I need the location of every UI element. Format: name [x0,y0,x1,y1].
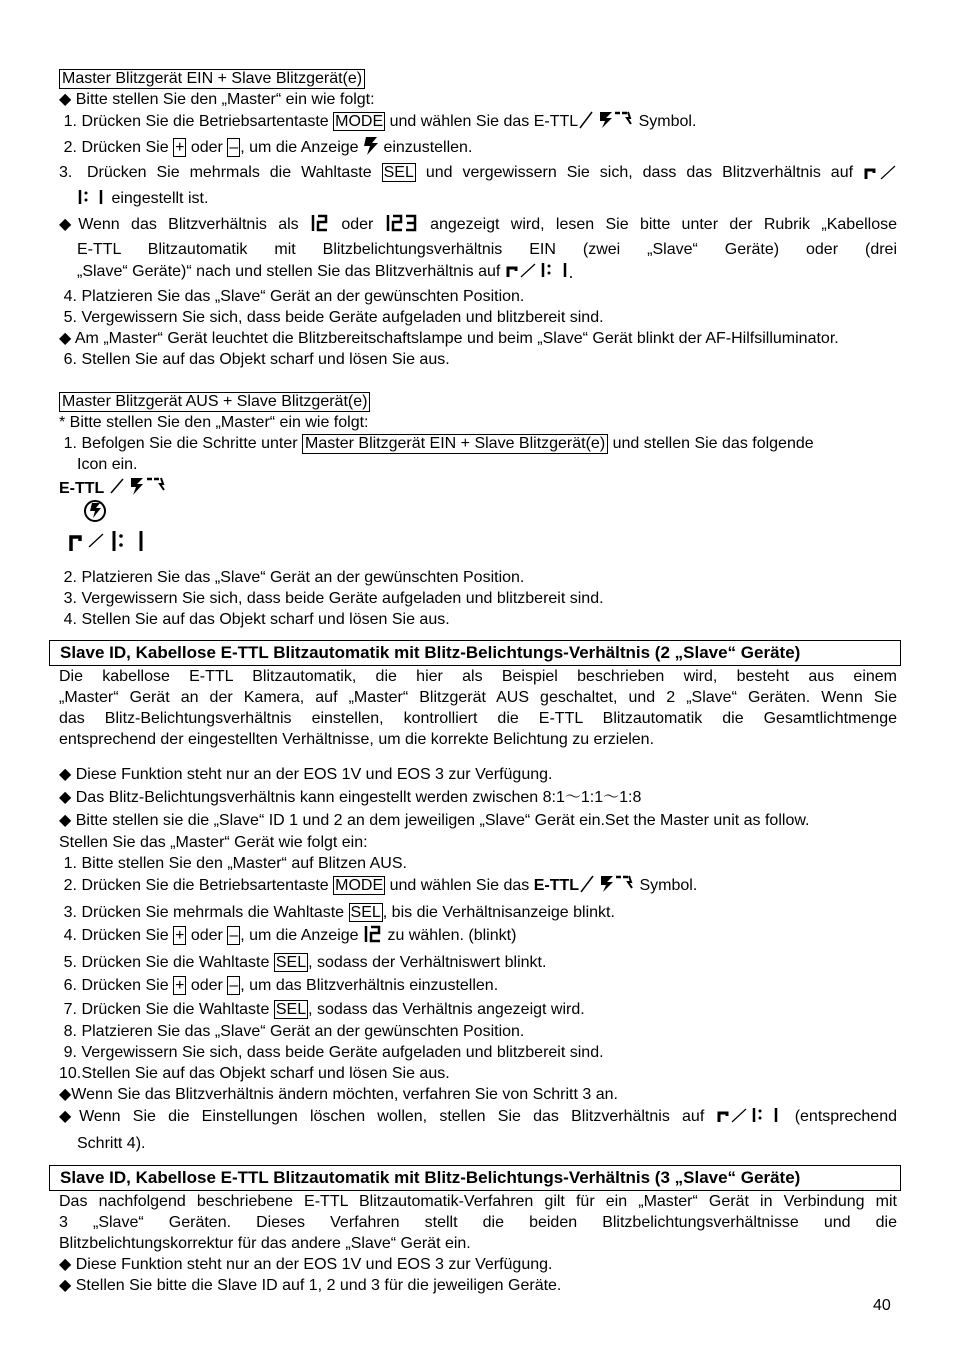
sel-key: SEL [350,904,381,921]
step-1: 1. Drücken Sie die Betriebsartentaste MODE und wählen Sie das E-TTL Symbol. [59,110,897,136]
paragraph-line: entsprechend der eingestellten Verhältnisse, um die korrekte Belichtung zu erzielen. [59,731,655,748]
bullet-line: ◆ Das Blitz-Belichtungsverhältnis kann eingestellt werden zwischen 8:1～1:1～1:8 [59,789,642,806]
step-6: 6. Drücken Sie + oder – , um das Blitzverhältnis einzustellen. [63,977,499,994]
note-line: ◆Wenn Sie das Blitzverhältnis ändern möchten, verfahren Sie von Schritt 3 an. [59,1086,618,1103]
ratio-setting-icon [716,1105,782,1133]
section-title-master-on: Master Blitzgerät EIN + Slave Blitzgerät(e) [59,69,365,89]
ettl-flash-icon [579,874,635,901]
note-line: ◆ Am „Master“ Gerät leuchtet die Blitzbereitschaftslampe und beim „Slave“ Gerät blinkt der AF-Hilfsilluminator. [59,330,839,347]
section-header-2-slaves: Slave ID, Kabellose E-TTL Blitzautomatik mit Blitz-Belichtungs-Verhältnis (2 „Slave“ Geräte) [49,640,901,666]
bullet-line: ◆ Stellen Sie bitte die Slave ID auf 1, 2 und 3 für die jeweiligen Geräte. [59,1277,562,1294]
ratio-12-icon [363,924,383,951]
warning-line-2: E-TTL Blitzautomatik mit Blitzbelichtungsverhältnis EIN (zwei „Slave“ Geräte) oder (drei [77,241,897,258]
minus-key: – [229,139,239,156]
bullet-line: ◆ Diese Funktion steht nur an der EOS 1V und EOS 3 zur Verfügung. [59,1256,553,1273]
ettl-setting: E-TTL [59,475,897,499]
step-2: 2. Platzieren Sie das „Slave“ Gerät an der gewünschten Position. [63,569,525,586]
warning-line-1: ◆Wenn das Blitzverhältnis als oder angezeigt wird, lesen Sie bitte unter der Rubrik „Kabellose [59,213,897,239]
bullet-line: ◆ Bitte stellen sie die „Slave“ ID 1 und 2 an dem jeweiligen „Slave“ Gerät ein.Set the Master unit as follow. [59,812,810,829]
reference-box: Master Blitzgerät EIN + Slave Blitzgerät(e) [302,434,608,454]
plus-key: + [175,139,185,156]
sel-key: SEL [275,954,307,971]
step-5: 5. Drücken Sie die Wahltaste SEL , sodass der Verhältniswert blinkt. [63,954,547,971]
ratio-on-icon [863,163,897,187]
plus-key: + [175,927,185,944]
step-4: 4. Stellen Sie auf das Objekt scharf und lösen Sie aus. [63,611,450,628]
step-1: 1. Bitte stellen Sie den „Master“ auf Blitzen AUS. [63,855,407,872]
minus-key: – [229,977,239,994]
step-2: 2. Drücken Sie + oder – , um die Anzeige einzustellen. [59,136,897,162]
step-7: 7. Drücken Sie die Wahltaste SEL , sodass das Verhältnis angezeigt wird. [63,1001,585,1018]
ratio-12-icon [310,213,330,239]
step-3: 3. Drücken Sie mehrmals die Wahltaste SEL und vergewissern Sie sich, dass das Blitzverhältnis auf [59,162,897,187]
intro-line: ◆ Bitte stellen Sie den „Master“ ein wie folgt: [59,91,375,108]
step-3: 3. Vergewissern Sie sich, dass beide Geräte aufgeladen und blitzbereit sind. [63,590,604,607]
step-1: 1. Befolgen Sie die Schritte unter Master Blitzgerät EIN + Slave Blitzgerät(e) und stellen Sie das folgende [63,435,814,452]
bullet-line: ◆ Diese Funktion steht nur an der EOS 1V und EOS 3 zur Verfügung. [59,766,553,783]
step-1-cont: Icon ein. [77,456,138,473]
flash-icon [363,136,379,162]
paragraph-line: Blitzbelichtungskorrektur für das andere „Slave“ Gerät ein. [59,1235,471,1252]
paragraph-line: Das nachfolgend beschriebene E-TTL Blitzautomatik-Verfahren gilt für ein „Master“ Gerät in Verbindung mit [59,1193,897,1210]
plus-key: + [175,977,185,994]
step-6: 6. Stellen Sie auf das Objekt scharf und lösen Sie aus. [63,351,450,368]
step-5: 5. Vergewissern Sie sich, dass beide Geräte aufgeladen und blitzbereit sind. [63,309,604,326]
intro-line: * Bitte stellen Sie den „Master“ ein wie folgt: [59,414,369,431]
step-3-cont: eingestellt ist. [59,187,897,213]
mode-key: MODE [335,877,384,894]
step-4: 4. Platzieren Sie das „Slave“ Gerät an der gewünschten Position. [63,288,525,305]
ettl-flash-icon [578,110,634,136]
minus-key: – [229,927,239,944]
step-10: 10. Stellen Sie auf das Objekt scharf und lösen Sie aus. [59,1065,450,1082]
mode-key: MODE [335,113,384,130]
bullet-line: Stellen Sie das „Master“ Gerät wie folgt ein: [59,834,368,851]
step-8: 8. Platzieren Sie das „Slave“ Gerät an der gewünschten Position. [63,1023,525,1040]
paragraph-line: „Master“ Gerät an der Kamera, auf „Master“ Blitzgerät AUS geschaltet, und 2 „Slave“ Geräten. Wenn Sie [59,689,897,706]
section-title-master-off: Master Blitzgerät AUS + Slave Blitzgerät(e) [59,392,370,412]
section-header-3-slaves: Slave ID, Kabellose E-TTL Blitzautomatik mit Blitz-Belichtungs-Verhältnis (3 „Slave“ Geräte) [49,1165,901,1191]
page-number: 40 [873,1297,891,1314]
step-2: 2. Drücken Sie die Betriebsartentaste MODE und wählen Sie das E-TTL Symbol. [59,874,897,901]
flash-off-icon [59,499,897,525]
step-3: 3. Drücken Sie mehrmals die Wahltaste SEL , bis die Verhältnisanzeige blinkt. [63,904,615,921]
paragraph-line: das Blitz-Belichtungsverhältnis einstellen, kontrolliert die E-TTL Blitzautomatik die Gesamtlichtmenge [59,710,897,727]
sel-key: SEL [383,164,414,181]
sel-key: SEL [275,1001,307,1018]
note-line: ◆Wenn Sie die Einstellungen löschen wollen, stellen Sie das Blitzverhältnis auf (entsprechend [59,1105,897,1133]
paragraph-line: Die kabellose E-TTL Blitzautomatik, die hier als Beispiel beschrieben wird, besteht aus einem [59,668,897,685]
note-line-cont: Schritt 4). [77,1135,146,1152]
ratio-setting-icon [505,260,575,286]
ratio-large-icon [59,525,897,557]
manual-page [59,68,897,1296]
ratio-123-icon [385,213,419,239]
paragraph-line: 3 „Slave“ Geräten. Dieses Verfahren stellt die beiden Blitzbelichtungsverhältnisse und die [59,1214,897,1231]
step-4: 4. Drücken Sie + oder – , um die Anzeige zu wählen. (blinkt) [59,924,897,951]
ratio-value-icon [77,187,107,213]
step-9: 9. Vergewissern Sie sich, dass beide Geräte aufgeladen und blitzbereit sind. [63,1044,604,1061]
warning-line-3: „Slave“ Geräte)“ nach und stellen Sie das Blitzverhältnis auf [59,260,897,286]
